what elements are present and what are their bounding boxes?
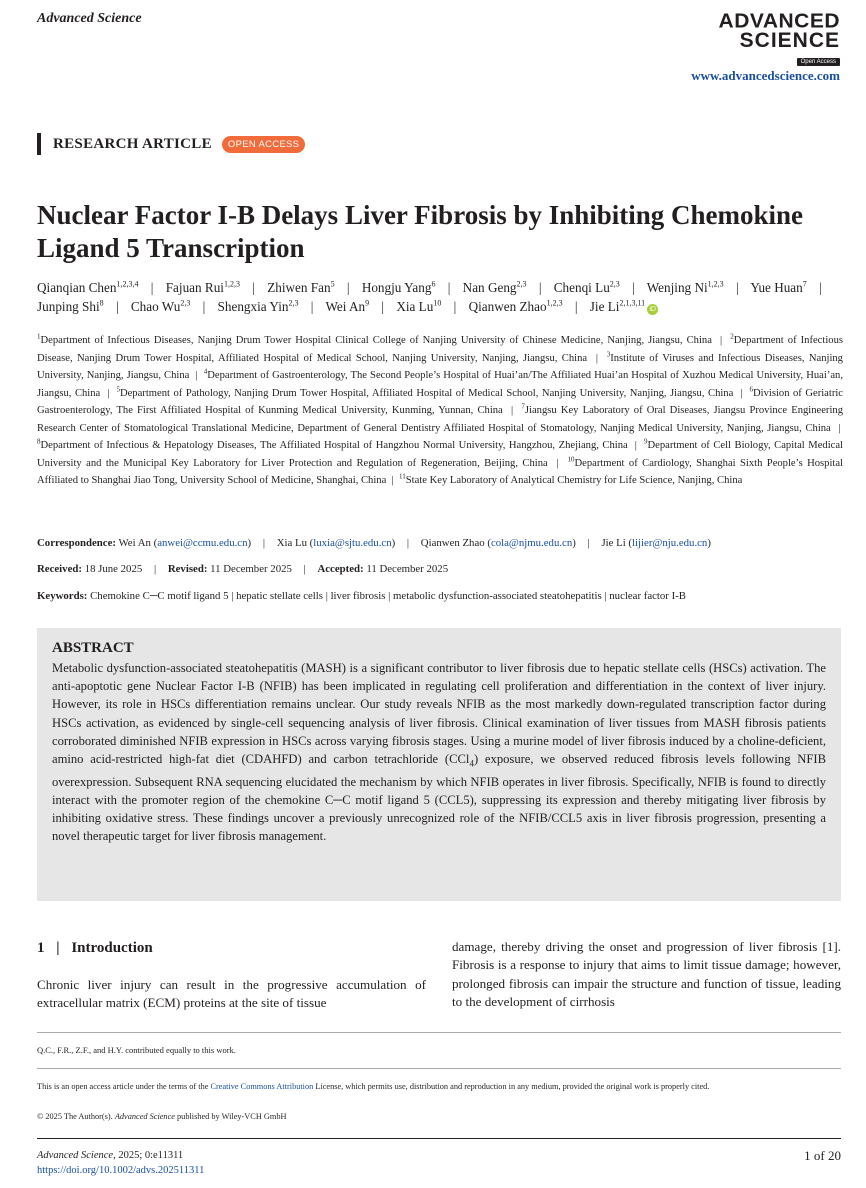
footer-citation-text: , 2025; 0:e11311 xyxy=(113,1150,184,1161)
correspondence-email-link[interactable]: anwei@ccmu.edu.cn xyxy=(157,537,248,549)
correspondence-name: Qianwen Zhao xyxy=(420,537,485,549)
footer-citation xyxy=(37,1148,204,1178)
author-affiliation-marker: 2,1,3,11 xyxy=(619,298,646,308)
orcid-icon[interactable]: iD xyxy=(647,304,658,315)
intro-left-column: Chronic liver injury can result in the progressive accumulation of extracellular matrix (ECM) proteins at the site of tissue xyxy=(37,977,426,1011)
correspondence: Correspondence: Wei An (anwei@ccmu.edu.cn) | Xia Lu (luxia@sjtu.edu.cn) | Qianwen Zhao (cola@njmu.edu.cn) | Jie Li (lijier@nju.edu.cn) xyxy=(37,537,711,549)
author-name-text: Nan Geng xyxy=(462,280,517,295)
author-affiliation-marker: 1,2,3 xyxy=(223,279,240,289)
affiliation-number: 5 xyxy=(116,384,120,393)
footnote-divider xyxy=(37,1032,841,1033)
contribution-note: Q.C., F.R., Z.F., and H.Y. contributed equally to this work. xyxy=(37,1045,236,1055)
author-name xyxy=(218,299,299,314)
author-affiliation-marker: 7 xyxy=(802,279,807,289)
footer-journal: Advanced Science xyxy=(37,1150,114,1161)
license-divider xyxy=(37,1068,841,1069)
affiliation-text: Department of Infectious Disease, Nanjing Drum Tower Hospital, Affiliated Hospital of Medical School, Nanjing University, Nanjing, Jiangsu, China xyxy=(37,335,843,364)
author-name-text: Xia Lu xyxy=(396,299,434,314)
author-name xyxy=(267,280,334,295)
keyword: nuclear factor I-B xyxy=(609,590,686,602)
keywords-label: Keywords: xyxy=(37,590,88,602)
author-name-text: Wei An xyxy=(325,299,366,314)
affiliation-text: Department of Pathology, Nanjing Drum Tower Hospital, Affiliated Hospital of Medical School, Nanjing University, Nanjing, Jiangsu, China xyxy=(119,387,734,399)
footer-divider xyxy=(37,1138,841,1139)
affiliation-number: 11 xyxy=(399,472,406,481)
section-title: Introduction xyxy=(71,940,153,956)
affiliation-number: 2 xyxy=(730,332,734,341)
affiliation-number: 9 xyxy=(643,437,648,446)
author-affiliation-marker: 5 xyxy=(330,279,335,289)
author-affiliation-marker: 2,3 xyxy=(180,298,191,308)
author-name-text: Qianqian Chen xyxy=(37,280,117,295)
revised-label: Revised: xyxy=(167,563,208,575)
correspondence-email-link[interactable]: lijier@nju.edu.cn xyxy=(632,537,708,549)
abstract-text xyxy=(52,659,826,846)
author-name xyxy=(396,299,441,314)
abstract-text-part1: Metabolic dysfunction-associated steatohepatitis (MASH) is a significant contributor to liver fibrosis due to hepatic stellate cells (HSCs) activation. The anti-apoptotic gene Nuclear Factor I-B (NFIB) has been implicated in regulating cell proliferation and differentiation in the context of liver injury. However, its role in HSCs differentiation remains unclear. Our study reveals NFIB as the most markedly down-regulated transcription factor during HSCs activation, as evidenced by single-cell sequencing analysis of liver fibrosis. Clinical examination of liver tissues from MASH fibrosis patients corroborated diminished NFIB expression in HSCs across varying fibrosis stages. Using a murine model of liver fibrosis induced by a choline-deficient, amino acid-restricted high-fat diet (CDAHFD) and carbon tetrachloride (CCl xyxy=(52,661,826,767)
author-name-text: Wenjing Ni xyxy=(646,280,708,295)
affiliation-number: 7 xyxy=(521,402,525,411)
correspondence-email-link[interactable]: cola@njmu.edu.cn xyxy=(490,537,573,549)
author-affiliation-marker: 1,2,3 xyxy=(707,279,724,289)
affiliation-text: Jiangsu Key Laboratory of Oral Diseases, Jiangsu Province Engineering Research Center of Stomatological Translational Medicine, Department of General Dentistry Affiliated Hospital of Stomatology, Nanjing Medical University, Nanjing, Jiangsu, China xyxy=(37,405,843,434)
copyright-text-before: © 2025 The Author(s). xyxy=(37,1112,115,1121)
author-name-text: Fajuan Rui xyxy=(165,280,224,295)
affiliation-text: Department of Infectious Diseases, Nanjing Drum Tower Hospital Clinical College of Nanjing University of Chinese Medicine, Nanjing, Jiangsu, China xyxy=(40,335,712,346)
author-name xyxy=(750,280,806,295)
keyword: liver fibrosis xyxy=(330,590,386,602)
author-name-text: Jie Li xyxy=(589,299,620,314)
accepted-label: Accepted: xyxy=(317,563,364,575)
affiliation-text: State Key Laboratory of Analytical Chemistry for Life Science, Nanjing, China xyxy=(405,475,743,486)
author-affiliation-marker: 8 xyxy=(99,298,104,308)
license-text-before: This is an open access article under the terms of the xyxy=(37,1082,211,1091)
author-name-text: Junping Shi xyxy=(37,299,100,314)
affiliation-number: 8 xyxy=(37,437,41,446)
affiliation-text: Department of Gastroenterology, The Second People’s Hospital of Huai’an/The Affiliated Huai’an Hospital of Xuzhou Medical University, Huai’an, Jiangsu, China xyxy=(37,370,843,399)
intro-right-column: damage, thereby driving the onset and progression of liver fibrosis [1]. Fibrosis is a response to injury that aims to limit tissue damage; however, prolonged fibrosis can impair the structure and function of tissue, leading to the development of cirrhosis xyxy=(452,939,841,1010)
journal-name: Advanced Science xyxy=(37,11,142,26)
affiliation-text: Institute of Viruses and Infectious Diseases, Nanjing University, Nanjing, Jiangsu, China xyxy=(37,352,843,381)
author-name-text: Qianwen Zhao xyxy=(468,299,547,314)
license-link[interactable]: Creative Commons Attribution xyxy=(210,1082,314,1091)
copyright-note xyxy=(37,1112,286,1121)
doi-link[interactable]: https://doi.org/10.1002/advs.202511311 xyxy=(37,1165,205,1176)
author-affiliation-marker: 9 xyxy=(365,298,370,308)
logo-badge: Open Access xyxy=(797,58,840,66)
correspondence-name: Jie Li xyxy=(601,537,626,549)
keyword: hepatic stellate cells xyxy=(236,590,323,602)
keywords: Keywords: Chemokine C─C motif ligand 5 | hepatic stellate cells | liver fibrosis | metabolic dysfunction-associated steatohepatitis | nuclear factor I-B xyxy=(37,590,686,602)
author-affiliation-marker: 2,3 xyxy=(516,279,527,289)
affiliation-text: Division of Geriatric Gastroenterology, The First Affiliated Hospital of Kunming Medical University, Kunming, Yunnan, China xyxy=(37,387,843,416)
author-name-text: Chao Wu xyxy=(130,299,181,314)
author-affiliation-marker: 10 xyxy=(433,298,442,308)
article-title: Nuclear Factor I-B Delays Liver Fibrosis by Inhibiting Chemokine Ligand 5 Transcription xyxy=(37,200,804,263)
author-name xyxy=(166,280,240,295)
author-name xyxy=(647,280,724,295)
author-name-text: Zhiwen Fan xyxy=(267,280,331,295)
author-name xyxy=(326,299,370,314)
received-date: 18 June 2025 xyxy=(84,563,143,575)
author-affiliation-marker: 2,3 xyxy=(288,298,299,308)
affiliation-text: Department of Cell Biology, Capital Medical University and the Municipal Key Laboratory for Liver Protection and Regulation of Regeneration, Beijing, China xyxy=(37,440,843,469)
correspondence-label: Correspondence: xyxy=(37,537,116,549)
author-affiliation-marker: 1,2,3 xyxy=(546,298,563,308)
section-heading-introduction: 1 | Introduction xyxy=(37,940,153,956)
author-list: Qianqian Chen$^{1,2,3,4}$ | Fajuan Rui$^{1,2,3}$ | Zhiwen Fan$^5$ | Hongju Yang$^6$ | Nan Geng$^{2,3}$ | Chenqi Lu$^{2,3}$ | Wenjing Ni$^{1,2,3}$ | Yue Huan$^7$ | Junping Shi$^8$ | Chao Wu$^{2,3}$ | Shengxia Yin$^{2,3}$ | Wei An$^9$ | Xia Lu$^{10}$ | Qianwen Zhao$^{1,2,3}$ | Jie Li$^{2,1,3,11}$iD xyxy=(37,279,822,314)
author-affiliation-marker: 2,3 xyxy=(609,279,620,289)
section-number: 1 xyxy=(37,940,45,956)
keyword: metabolic dysfunction-associated steatohepatitis xyxy=(393,590,602,602)
author-name-text: Hongju Yang xyxy=(361,280,432,295)
author-name-text: Yue Huan xyxy=(750,280,803,295)
received-label: Received: xyxy=(37,563,82,575)
affiliation-number: 3 xyxy=(606,349,611,358)
article-type-label: RESEARCH ARTICLE xyxy=(53,135,212,152)
abstract-text-part2: ) exposure, we observed reduced fibrosis levels following NFIB overexpression. Subsequent RNA sequencing elucidated the mechanism by which NFIB operates in liver fibrosis. Specifically, NFIB is found to directly interact with the promoter region of the chemokine C─C motif ligand 5 (CCL5), suppressing its expression and thereby mitigating liver fibrosis by inhibiting oxidative stress. These findings uncover a previously unrecognized role of the NFIB/CCL5 axis in liver fibrosis progression, presenting a novel therapeutic target for liver fibrosis management. xyxy=(52,752,826,844)
article-dates: Received: 18 June 2025 | Revised: 11 December 2025 | Accepted: 11 December 2025 xyxy=(37,563,449,575)
license-text-after: License, which permits use, distribution and reproduction in any medium, provided the original work is properly cited. xyxy=(313,1082,710,1091)
affiliation-number: 1 xyxy=(37,332,41,341)
affiliation-number: 4 xyxy=(203,367,208,376)
article-type xyxy=(37,133,305,155)
author-affiliation-marker: 1,2,3,4 xyxy=(116,279,139,289)
affiliation-text: Department of Cardiology, Shanghai Sixth People’s Hospital Affiliated to Shanghai Jiao Tong, University School of Medicine, Shanghai, China xyxy=(37,457,844,486)
abstract-box xyxy=(37,628,841,901)
author-name xyxy=(362,280,436,295)
logo-line2: SCIENCE xyxy=(739,29,840,52)
author-name xyxy=(463,280,527,295)
accepted-date: 11 December 2025 xyxy=(366,563,449,575)
author-name xyxy=(554,280,620,295)
affiliation-text: Department of Infectious & Hepatology Diseases, The Affiliated Hospital of Hangzhou Normal University, Hangzhou, Zhejiang, China xyxy=(40,440,628,451)
author-name-text: Shengxia Yin xyxy=(217,299,289,314)
logo-line1: ADVANCED xyxy=(718,10,840,33)
author-name xyxy=(131,299,190,314)
correspondence-name: Xia Lu xyxy=(276,537,307,549)
copyright-journal: Advanced Science xyxy=(114,1112,175,1121)
author-name xyxy=(590,299,658,314)
correspondence-name: Wei An xyxy=(118,537,151,549)
author-name-text: Chenqi Lu xyxy=(553,280,610,295)
correspondence-email-link[interactable]: luxia@sjtu.edu.cn xyxy=(313,537,392,549)
keyword: Chemokine C─C motif ligand 5 xyxy=(90,590,229,602)
copyright-text-after: published by Wiley-VCH GmbH xyxy=(174,1112,287,1121)
author-name xyxy=(469,299,563,314)
open-access-badge: OPEN ACCESS xyxy=(222,136,305,153)
affiliation-number: 10 xyxy=(567,454,575,463)
revised-date: 11 December 2025 xyxy=(210,563,292,575)
license-note xyxy=(37,1079,841,1095)
author-name xyxy=(37,299,104,314)
page-number: 1 of 20 xyxy=(804,1148,841,1163)
author-affiliation-marker: 6 xyxy=(431,279,436,289)
affiliations: $^1$Department of Infectious Diseases, Nanjing Drum Tower Hospital Clinical College of Nanjing University of Chinese Medicine, Nanjing, Jiangsu, China | $^2$Department of Infectious Disease, Nanjing Drum Tower Hospital, Affiliated Hospital of Medical School, Nanjing University, Nanjing, Jiangsu, China | $^3$Institute of Viruses and Infectious Diseases, Nanjing University, Nanjing, Jiangsu, China | $^4$Department of Gastroenterology, The Second People’s Hospital of Huai’an/The Affiliated Huai’an Hospital of Xuzhou Medical University, Huai’an, Jiangsu, China | $^5$Department of Pathology, Nanjing Drum Tower Hospital, Affiliated Hospital of Medical School, Nanjing University, Nanjing, Jiangsu, China | $^6$Division of Geriatric Gastroenterology, The First Affiliated Hospital of Kunming Medical University, Kunming, Yunnan, China | $^7$Jiangsu Key Laboratory of Oral Diseases, Jiangsu Province Engineering Research Center of Stomatological Translational Medicine, Department of General Dentistry Affiliated Hospital of Stomatology, Nanjing Medical University, Nanjing, Jiangsu, China | $^8$Department of Infectious & Hepatology Diseases, The Affiliated Hospital of Hangzhou Normal University, Hangzhou, Zhejiang, China | $^9$Department of Cell Biology, Capital Medical University and the Municipal Key Laboratory for Liver Protection and Regulation of Regeneration, Beijing, China | $^{10}$Department of Cardiology, Shanghai Sixth People’s Hospital Affiliated to Shanghai Jiao Tong, University School of Medicine, Shanghai, China | $^{11}$State Key Laboratory of Analytical Chemistry for Life Science, Nanjing, China xyxy=(37,332,844,486)
author-name xyxy=(37,280,138,295)
affiliation-number: 6 xyxy=(749,384,753,393)
journal-logo xyxy=(704,12,840,68)
abstract-subscript: 4 xyxy=(469,758,474,769)
site-url-link[interactable]: www.advancedscience.com xyxy=(691,68,840,83)
abstract-heading: ABSTRACT xyxy=(52,640,134,656)
